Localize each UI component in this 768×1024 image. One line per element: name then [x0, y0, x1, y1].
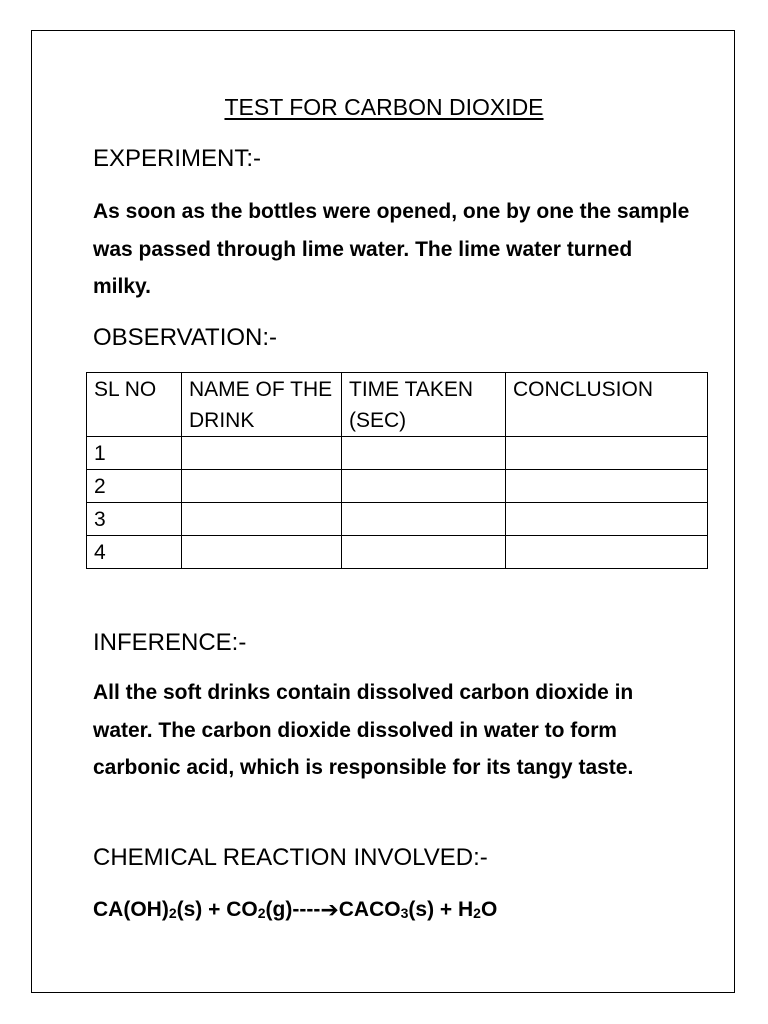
table-cell: 1: [87, 437, 182, 470]
inference-heading: INFERENCE:-: [93, 629, 247, 656]
table-cell: [182, 437, 342, 470]
column-header-drink-name: NAME OF THE DRINK: [182, 373, 342, 437]
product-calcium-carbonate: CACO: [338, 898, 401, 921]
table-cell: [506, 470, 708, 503]
table-cell: [506, 536, 708, 569]
table-cell: [342, 470, 506, 503]
table-cell: [506, 437, 708, 470]
page-title-text: TEST FOR CARBON DIOXIDE: [224, 94, 544, 120]
product-water-end: O: [480, 898, 498, 921]
experiment-heading: EXPERIMENT:-: [93, 145, 262, 172]
chemical-reaction-heading: CHEMICAL REACTION INVOLVED:-: [93, 844, 488, 871]
inference-text: All the soft drinks contain dissolved carbon dioxide in water. The carbon dioxide dissolved in water to form carbonic acid, which is responsible for its tangy taste.: [93, 681, 634, 779]
column-header-conclusion: CONCLUSION: [506, 373, 708, 437]
product-state-plus: (s) + H: [408, 898, 474, 921]
subscript: 2: [168, 905, 177, 921]
right-arrow-icon: ➔: [320, 897, 339, 922]
table-header-row: [87, 373, 708, 437]
table-cell: [342, 536, 506, 569]
table-row: [87, 503, 708, 536]
table-cell: 4: [87, 536, 182, 569]
table-cell: [342, 437, 506, 470]
reactant-state-plus: (s) + CO: [176, 898, 258, 921]
observation-heading: OBSERVATION:-: [93, 324, 278, 351]
chemical-equation: [93, 895, 497, 925]
page-title: [0, 92, 768, 122]
subscript: 2: [473, 905, 481, 921]
table-cell: [342, 503, 506, 536]
table-cell: [506, 503, 708, 536]
table-cell: [182, 536, 342, 569]
experiment-text: As soon as the bottles were opened, one by one the sample was passed through lime water. The lime water turned milky.: [93, 200, 690, 298]
table-cell: 2: [87, 470, 182, 503]
column-header-sl-no: SL NO: [87, 373, 182, 437]
reactant-gas-state: (g)----: [265, 898, 321, 921]
table-cell: [182, 470, 342, 503]
observation-table: [86, 372, 708, 569]
subscript: 3: [400, 905, 409, 921]
reactant-calcium-hydroxide: CA(OH): [93, 898, 169, 921]
table-row: [87, 470, 708, 503]
column-header-time-taken: TIME TAKEN (SEC): [342, 373, 506, 437]
table-row: [87, 536, 708, 569]
table-row: [87, 437, 708, 470]
table-cell: [182, 503, 342, 536]
table-cell: 3: [87, 503, 182, 536]
subscript: 2: [257, 905, 266, 921]
